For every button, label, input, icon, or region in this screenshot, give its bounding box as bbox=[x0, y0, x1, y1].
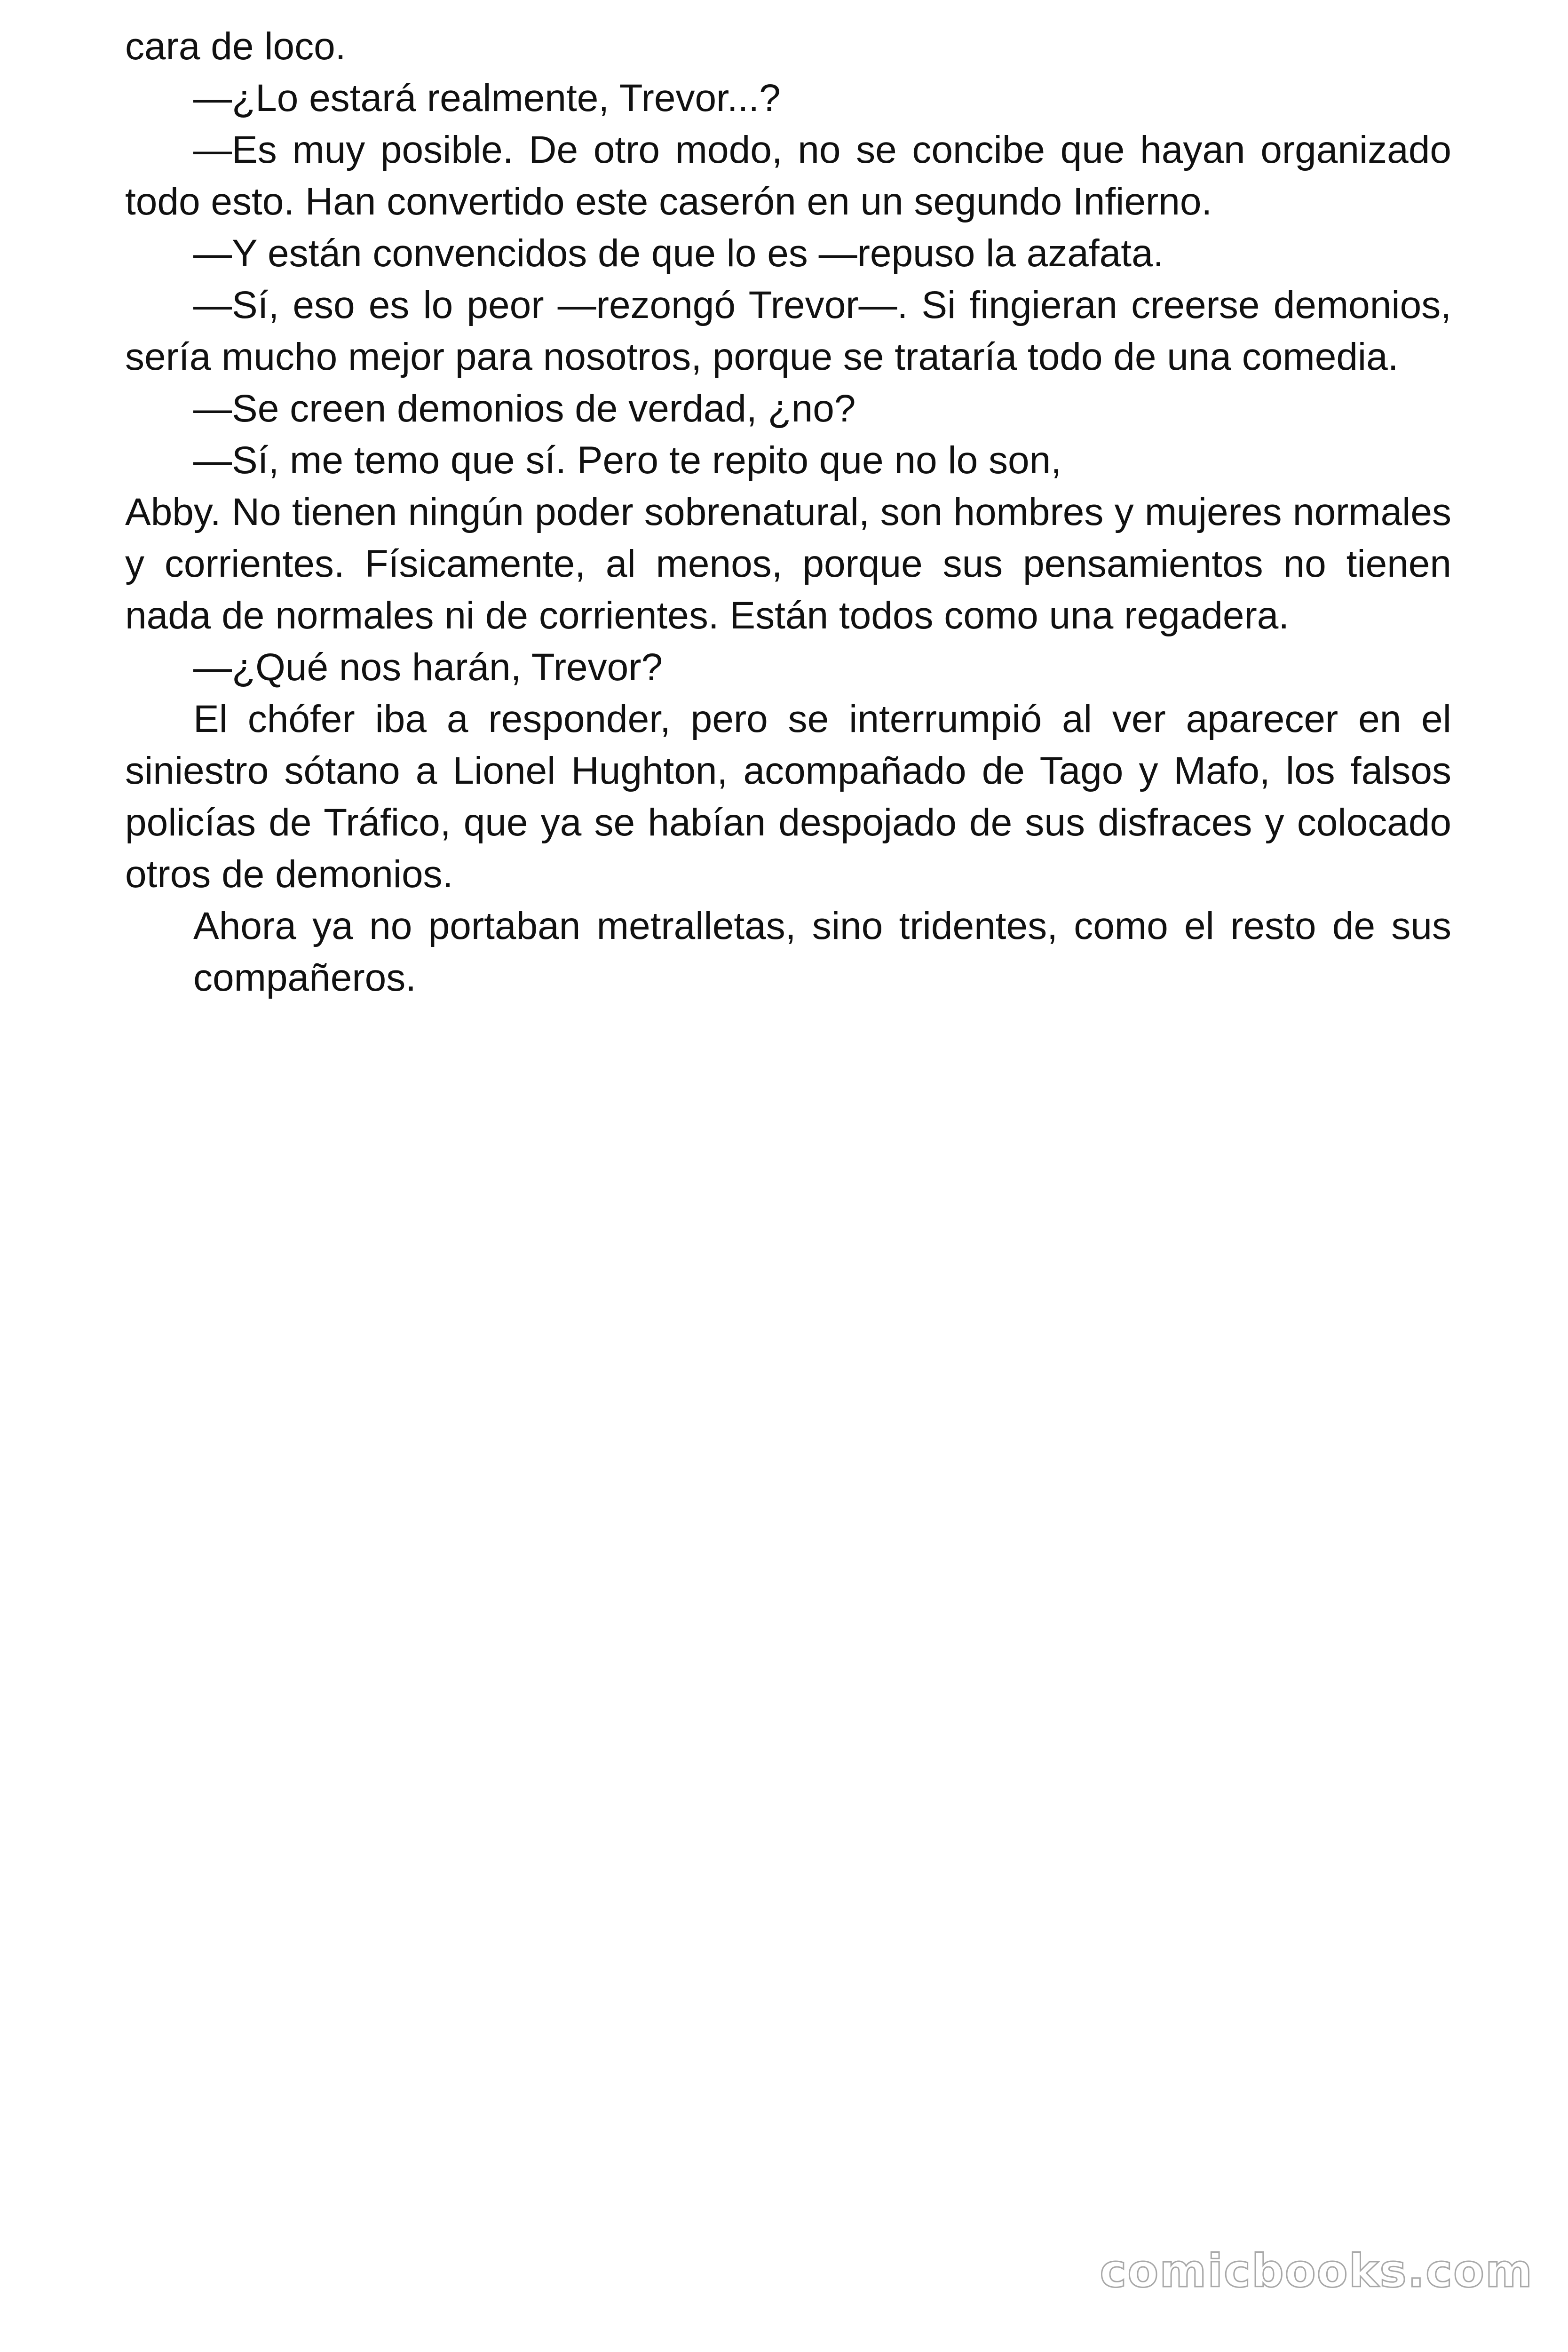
paragraph-7: —Sí, me temo que sí. Pero te repito que no lo son, bbox=[193, 439, 1062, 482]
paragraph-3: —Es muy posible. De otro modo, no se concibe que hayan organizado todo esto. Han convertido este caserón en un segundo Infierno. bbox=[125, 128, 1451, 223]
paragraph-2: —¿Lo estará realmente, Trevor...? bbox=[193, 77, 781, 119]
watermark-logo: comicbooks.com bbox=[1100, 2245, 1533, 2297]
paragraph-10: El chófer iba a responder, pero se interrumpió al ver aparecer en el siniestro sótano a Lionel Hughton, acompañado de Tago y Mafo, los falsos policías de Tráfico, que ya se habían despojado de sus disfraces y colocado otros de demonios. bbox=[125, 698, 1451, 896]
paragraph-6: —Se creen demonios de verdad, ¿no? bbox=[193, 387, 856, 430]
document-page bbox=[125, 21, 1451, 1004]
paragraph-5: —Sí, eso es lo peor —rezongó Trevor—. Si fingieran creerse demonios, sería mucho mejor para nosotros, porque se trataría todo de una comedia. bbox=[125, 284, 1451, 378]
paragraph-8: Abby. No tienen ningún poder sobrenatural, son hombres y mujeres normales y corrientes. Físicamente, al menos, porque sus pensamientos no tienen nada de normales ni de corrientes. Están todos como una regadera. bbox=[125, 491, 1451, 637]
paragraph-1: cara de loco. bbox=[125, 25, 346, 68]
paragraph-11: Ahora ya no portaban metralletas, sino tridentes, como el resto de sus compañeros. bbox=[193, 905, 1451, 999]
paragraph-9: —¿Qué nos harán, Trevor? bbox=[193, 646, 663, 689]
paragraph-4: —Y están convencidos de que lo es —repuso la azafata. bbox=[193, 232, 1164, 275]
